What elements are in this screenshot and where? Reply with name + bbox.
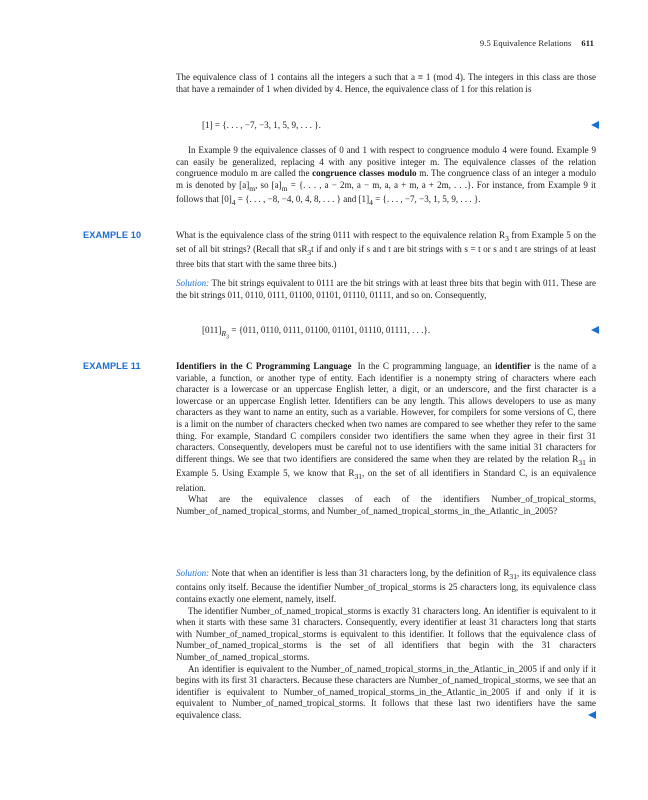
- end-of-example-marker-icon: [588, 711, 596, 719]
- text-congruence-class: The equivalence class of 1 contains all the integers a such that a ≡ 1 (mod 4). The integers in this class are those that have a remainder of 1 when divided by 4. Hence, the equivalence class of 1 for this relation is: [176, 72, 596, 94]
- paragraph-congruence-class: [176, 72, 596, 95]
- example-11-title: Identifiers in the C Programming Language: [176, 361, 352, 371]
- example-11-solution-text-3: An identifier is equivalent to the Number_of_named_tropical_storms_in_the_Atlantic_in_2005 if and only if it begins with its first 31 characters. Because these characters are Number_of_named_tropical_storms, we see that an identifier is equivalent to Number_of_named_tropical_storms_in_the_Atlantic_in_2005 if and only if it is equivalent to Number_of_named_tropical_storms. It follows that these last two identifiers have the same equivalence class.: [176, 663, 596, 720]
- example-11-solution-text-1: Solution: Note that when an identifier is less than 31 characters long, by the definition of $R_{31}$, its equivalence class contains only itself. Because the identifier Number_of_tropical_storms is 25 characters long, its equivalence class contains exactly one element, namely, itself.: [176, 568, 596, 604]
- example-11-body: [176, 361, 596, 517]
- example-10-solution: [176, 278, 596, 301]
- example-11-question-text: What are the equivalence classes of each of the identifiers Number_of_tropical_storms, Number_of_named_tropical_storms, and Number_of_named_tropical_storms_in_the_Atlantic_in_2005?: [176, 494, 596, 516]
- term-congruence-classes: congruence classes modulo: [312, 168, 417, 179]
- example-10-question: [176, 230, 596, 270]
- example-10-solution-text: Solution: The bit strings equivalent to 0111 are the bit strings with at least three bits that begin with 011. These are the bit strings 011, 0110, 0111, 01100, 01101, 01110, 01111, and so on. Consequently,: [176, 278, 596, 300]
- solution-label: Solution:: [176, 568, 210, 578]
- example-11-intro-text: Identifiers in the C Programming Language In the C programming language, an identifier is the name of a variable, a function, or another type of entity. Each identifier is a nonempty string of characters where each character is a lowercase or an uppercase English letter, a digit, or an underscore, and the first character is a lowercase or an uppercase English letter. Identifiers can be any length. This allows developers to use as many characters as they want to name an entity, such as a variable. However, for compilers for some versions of C, there is a limit on the number of characters checked when two names are compared to see whether they refer to the same thing. For example, Standard C compilers consider two identifiers the same when they agree in their first 31 characters. Consequently, developers must be careful not to use identifiers with the same initial 31 characters for different things. We see that two identifiers are considered the same when they are related by the relation $R_{31}$ in Example 5. Using Example 5, we know that $R_{31}$, on the set of all identifiers in Standard C, is an equivalence relation.: [176, 361, 596, 493]
- example-10-question-text: What is the equivalence class of the string 0111 with respect to the equivalence relation $R_3$ from Example 5 on the set of all bit strings? (Recall that $sR_3t$ if and only if s and t are bit strings with s = t or s and t are strings of at least three bits that start with the same three bits.): [176, 230, 596, 269]
- example-11-solution-text-2: The identifier Number_of_named_tropical_storms is exactly 31 characters long. An identifier is equivalent to it when it starts with these same 31 characters. Consequently, every identifier at least 31 characters long that starts with Number_of_named_tropical_storms is equivalent to this identifier. It follows that the equivalence class of Number_of_named_tropical_storms is the set of all identifiers that begin with the 31 characters Number_of_named_tropical_storms.: [176, 605, 596, 662]
- example-11-solution: [176, 568, 596, 722]
- running-header: [480, 38, 594, 48]
- page-number: 611: [581, 38, 594, 48]
- solution-label: Solution:: [176, 278, 210, 288]
- equation-text: [1] = {. . . , −7, −3, 1, 5, 9, . . . }.: [202, 120, 321, 130]
- end-of-example-marker-icon: [591, 121, 599, 129]
- end-of-example-marker-icon: [591, 326, 599, 334]
- equation-class-of-011: $[011]_{R_3} = \{011$, 0110, 0111, 01100, 01101, 01110, 01111, . . .}.: [176, 324, 596, 343]
- example-10-label: EXAMPLE 10: [83, 230, 142, 240]
- text-congruence-generalization: In Example 9 the equivalence classes of 0 and 1 with respect to congruence modulo 4 were found. Example 9 can easily be generalized, replacing 4 with any positive integer m. The equivalence classes of the relation congruence modulo m are called the congruence classes modulo m. The congruence class of an integer a modulo m is denoted by $[a]_m$, so $[a]_m$ = {. . . , a − 2m, a − m, a, a + m, a + 2m, . . .}. For instance, from Example 9 it follows that $[0]_4$ = {. . . , −8, −4, 0, 4, 8, . . . } and $[1]_4$ = {. . . , −7, −3, 1, 5, 9, . . . }.: [176, 145, 596, 207]
- example-11-label: EXAMPLE 11: [83, 361, 141, 371]
- header-section-title: 9.5 Equivalence Relations: [479, 38, 572, 48]
- paragraph-example9-generalized: [176, 145, 596, 209]
- term-identifier: identifier: [495, 361, 531, 371]
- equation-class-of-1: [176, 119, 596, 131]
